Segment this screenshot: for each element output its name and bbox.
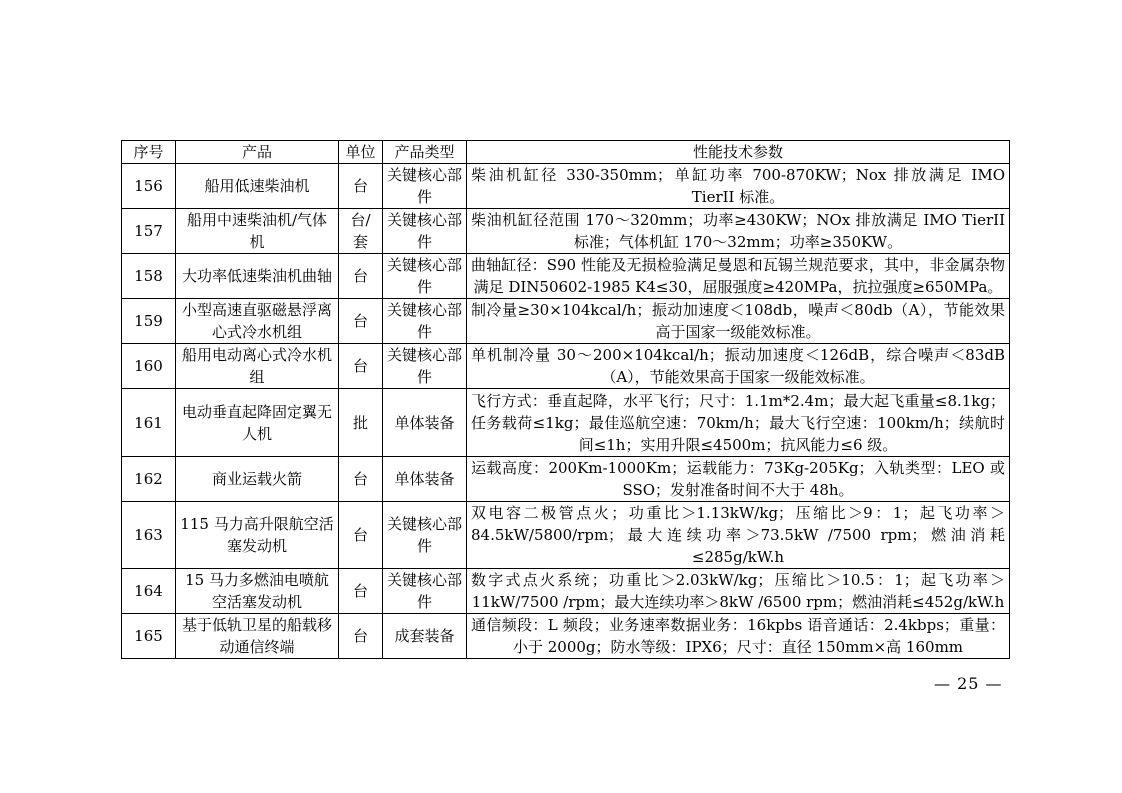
cell-unit: 台: [339, 299, 383, 344]
cell-spec: 曲轴缸径：S90 性能及无损检验满足曼恩和瓦锡兰规范要求，其中，非金属杂物满足 DIN50602-1985 K4≤30，屈服强度≥420MPa，抗拉强度≥650MPa。: [467, 254, 1010, 299]
cell-product: 15 马力多燃油电喷航空活塞发动机: [176, 569, 339, 614]
cell-no: 157: [122, 209, 176, 254]
cell-spec: 运载高度：200Km-1000Km；运载能力：73Kg-205Kg；入轨类型：LEO 或 SSO；发射准备时间不大于 48h。: [467, 457, 1010, 502]
cell-spec: 双电容二极管点火；功重比＞1.13kW/kg；压缩比＞9：1；起飞功率＞84.5kW/5800/rpm；最大连续功率＞73.5kW /7500 rpm；燃油消耗≤285g/kW.h: [467, 502, 1010, 569]
cell-no: 160: [122, 344, 176, 389]
cell-unit: 台/套: [339, 209, 383, 254]
cell-product: 基于低轨卫星的船载移动通信终端: [176, 614, 339, 659]
cell-type: 单体装备: [383, 389, 467, 457]
cell-no: 162: [122, 457, 176, 502]
cell-unit: 台: [339, 344, 383, 389]
cell-product: 小型高速直驱磁悬浮离心式冷水机组: [176, 299, 339, 344]
table-row: [122, 344, 1010, 389]
cell-unit: 台: [339, 457, 383, 502]
table-row: [122, 389, 1010, 457]
cell-type: 关键核心部件: [383, 209, 467, 254]
header-unit: 单位: [339, 141, 383, 164]
header-spec: 性能技术参数: [467, 141, 1010, 164]
product-spec-table: [121, 140, 1010, 659]
cell-product: 船用低速柴油机: [176, 164, 339, 209]
cell-spec: 单机制冷量 30～200×104kcal/h；振动加速度＜126dB，综合噪声＜83dB（A），节能效果高于国家一级能效标准。: [467, 344, 1010, 389]
cell-product: 船用电动离心式冷水机组: [176, 344, 339, 389]
cell-no: 163: [122, 502, 176, 569]
table-row: [122, 164, 1010, 209]
cell-type: 成套装备: [383, 614, 467, 659]
cell-spec: 通信频段：L 频段；业务速率数据业务：16kpbs 语音通话：2.4kbps；重量：小于 2000g；防水等级：IPX6；尺寸：直径 150mm×高 160mm: [467, 614, 1010, 659]
cell-spec: 柴油机缸径 330-350mm；单缸功率 700-870KW；Nox 排放满足 IMO TierII 标准。: [467, 164, 1010, 209]
cell-type: 关键核心部件: [383, 254, 467, 299]
cell-no: 158: [122, 254, 176, 299]
cell-type: 关键核心部件: [383, 569, 467, 614]
cell-product: 商业运载火箭: [176, 457, 339, 502]
cell-product: 115 马力高升限航空活塞发动机: [176, 502, 339, 569]
table-header-row: [122, 141, 1010, 164]
table-row: [122, 299, 1010, 344]
table-row: [122, 209, 1010, 254]
header-no: 序号: [122, 141, 176, 164]
cell-spec: 制冷量≥30×104kcal/h；振动加速度＜108db，噪声＜80db（A），节能效果高于国家一级能效标准。: [467, 299, 1010, 344]
table-row: [122, 502, 1010, 569]
cell-type: 单体装备: [383, 457, 467, 502]
table-row: [122, 614, 1010, 659]
table-row: [122, 569, 1010, 614]
cell-type: 关键核心部件: [383, 344, 467, 389]
cell-product: 船用中速柴油机/气体机: [176, 209, 339, 254]
cell-type: 关键核心部件: [383, 299, 467, 344]
cell-unit: 台: [339, 614, 383, 659]
cell-no: 164: [122, 569, 176, 614]
table-row: [122, 457, 1010, 502]
page-number: — 25 —: [934, 674, 1003, 693]
cell-unit: 台: [339, 164, 383, 209]
cell-product: 电动垂直起降固定翼无人机: [176, 389, 339, 457]
header-product: 产品: [176, 141, 339, 164]
cell-no: 159: [122, 299, 176, 344]
cell-spec: 柴油机缸径范围 170～320mm；功率≥430KW；NOx 排放满足 IMO TierII 标准；气体机缸 170～32mm；功率≥350KW。: [467, 209, 1010, 254]
cell-unit: 台: [339, 254, 383, 299]
cell-type: 关键核心部件: [383, 502, 467, 569]
cell-unit: 台: [339, 569, 383, 614]
cell-unit: 台: [339, 502, 383, 569]
table-row: [122, 254, 1010, 299]
cell-no: 161: [122, 389, 176, 457]
cell-type: 关键核心部件: [383, 164, 467, 209]
cell-no: 156: [122, 164, 176, 209]
cell-no: 165: [122, 614, 176, 659]
cell-product: 大功率低速柴油机曲轴: [176, 254, 339, 299]
cell-spec: 飞行方式：垂直起降，水平飞行；尺寸：1.1m*2.4m；最大起飞重量≤8.1kg；任务载荷≤1kg；最佳巡航空速：70km/h；最大飞行空速：100km/h；续航时间≤1h；实用升限≤4500m；抗风能力≤6 级。: [467, 389, 1010, 457]
cell-unit: 批: [339, 389, 383, 457]
header-type: 产品类型: [383, 141, 467, 164]
cell-spec: 数字式点火系统；功重比＞2.03kW/kg；压缩比＞10.5：1；起飞功率＞11kW/7500 /rpm；最大连续功率＞8kW /6500 rpm；燃油消耗≤452g/kW.h: [467, 569, 1010, 614]
